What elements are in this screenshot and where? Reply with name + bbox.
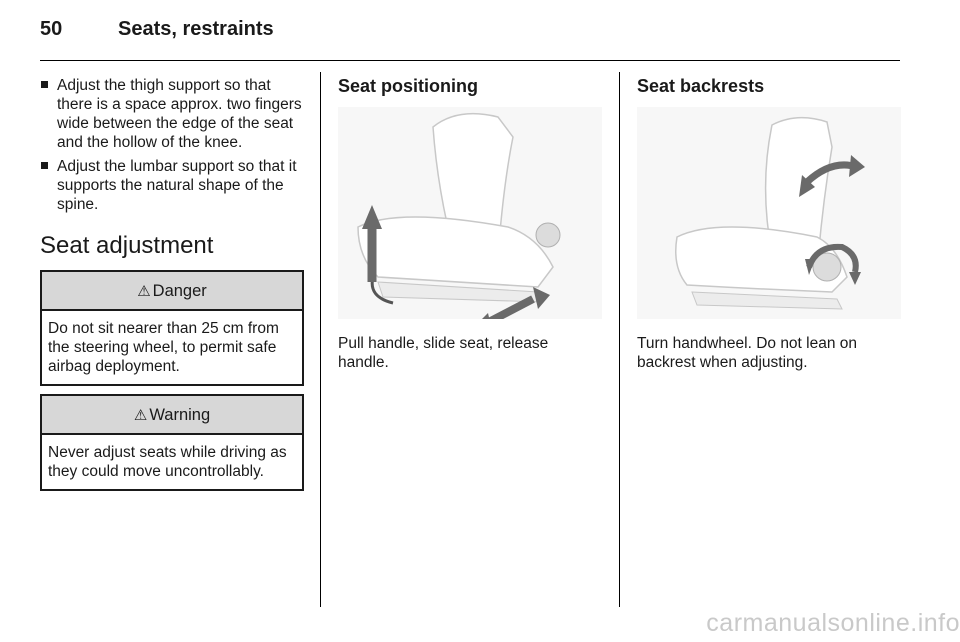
danger-header [42, 272, 302, 311]
danger-box [40, 270, 304, 386]
section-title: Seats, restraints [118, 18, 274, 40]
bullet-text: Adjust the thigh support so that there is a space approx. two fingers wide between the edge of the seat and the hollow of the knee. [57, 77, 302, 151]
list-item [40, 76, 304, 152]
bullet-square-icon [41, 162, 48, 169]
column-left [40, 76, 304, 499]
column-right [637, 76, 901, 372]
header-rule [40, 60, 900, 61]
seat-positioning-caption: Pull handle, slide seat, release handle. [338, 335, 549, 371]
seat-backrests-caption: Turn handwheel. Do not lean on backrest when adjusting. [637, 335, 858, 371]
list-item [40, 157, 304, 214]
seat-positioning-illustration [338, 107, 602, 319]
column-divider-2 [619, 72, 620, 607]
seat-adjustment-heading: Seat adjustment [40, 232, 214, 259]
column-middle [338, 76, 602, 372]
warning-title: Warning [149, 406, 211, 424]
bullet-square-icon [41, 81, 48, 88]
bullet-list [40, 76, 304, 214]
danger-title: Danger [152, 282, 207, 300]
seat-backrest-illustration [637, 107, 901, 319]
warning-text: Never adjust seats while driving as they could move uncontrollably. [48, 444, 287, 480]
page-header [40, 18, 274, 41]
column-divider-1 [320, 72, 321, 607]
warning-triangle-icon: ⚠ [137, 283, 151, 300]
bullet-text: Adjust the lumbar support so that it supports the natural shape of the spine. [57, 158, 297, 213]
warning-box [40, 394, 304, 491]
danger-text: Do not sit nearer than 25 cm from the steering wheel, to permit safe airbag deployment. [48, 320, 279, 375]
warning-header [42, 396, 302, 435]
seat-backrests-heading: Seat backrests [637, 76, 765, 96]
seat-positioning-heading: Seat positioning [338, 76, 479, 96]
page-number: 50 [40, 18, 63, 40]
watermark: carmanualsonline.info [706, 609, 960, 637]
warning-triangle-icon: ⚠ [133, 407, 148, 424]
